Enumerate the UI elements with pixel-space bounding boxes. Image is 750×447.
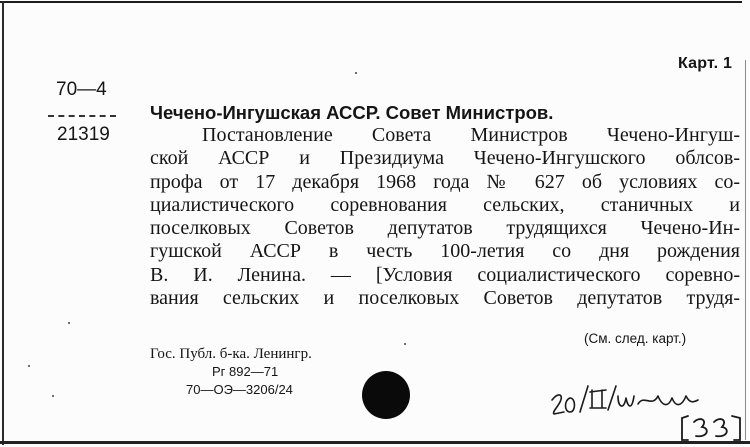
card-number-label: Карт. 1 <box>678 55 733 72</box>
body-line: Постановление Совета Министров Чечено-Ингуш- <box>202 124 740 146</box>
body-line: В. И. Ленина. — [Условия социалистического соревно- <box>150 263 740 286</box>
body-line: гушской АССР в честь 100-летия со дня рождения <box>150 240 740 263</box>
paper-speck <box>52 395 54 397</box>
call-number-bottom: 21319 <box>57 124 110 145</box>
handwritten-annotation <box>548 378 748 444</box>
card-top-edge <box>0 1 742 3</box>
call-number-divider <box>48 115 116 117</box>
imprint-order: Рг 892—71 <box>212 364 279 379</box>
paper-speck <box>68 322 70 324</box>
body-line: циалистического соревнования сельских, станичных и <box>150 193 740 216</box>
card-body <box>150 124 740 310</box>
body-line: вания сельских и поселковых Советов депутатов трудя- <box>150 287 740 310</box>
body-line: поселковых Советов депутатов трудящихся Чечено-Ин- <box>150 217 740 240</box>
paper-speck <box>28 365 30 367</box>
paper-speck <box>355 72 357 74</box>
card-heading: Чечено-Ингушская АССР. Совет Министров. <box>150 102 554 123</box>
imprint-code: 70—ОЭ—3206/24 <box>186 382 293 397</box>
call-number-top: 70—4 <box>56 79 107 100</box>
body-line: ской АССР и Президиума Чечено-Ингушского облсов- <box>150 147 740 170</box>
see-next-card-note: (См. след. карт.) <box>584 331 687 346</box>
body-line: профа от 17 декабря 1968 года № 627 об условиях со- <box>150 170 740 193</box>
card-left-edge <box>2 1 4 445</box>
imprint-library: Гос. Публ. б-ка. Ленингр. <box>150 346 312 362</box>
punch-hole <box>362 371 410 419</box>
paper-speck <box>404 343 406 345</box>
